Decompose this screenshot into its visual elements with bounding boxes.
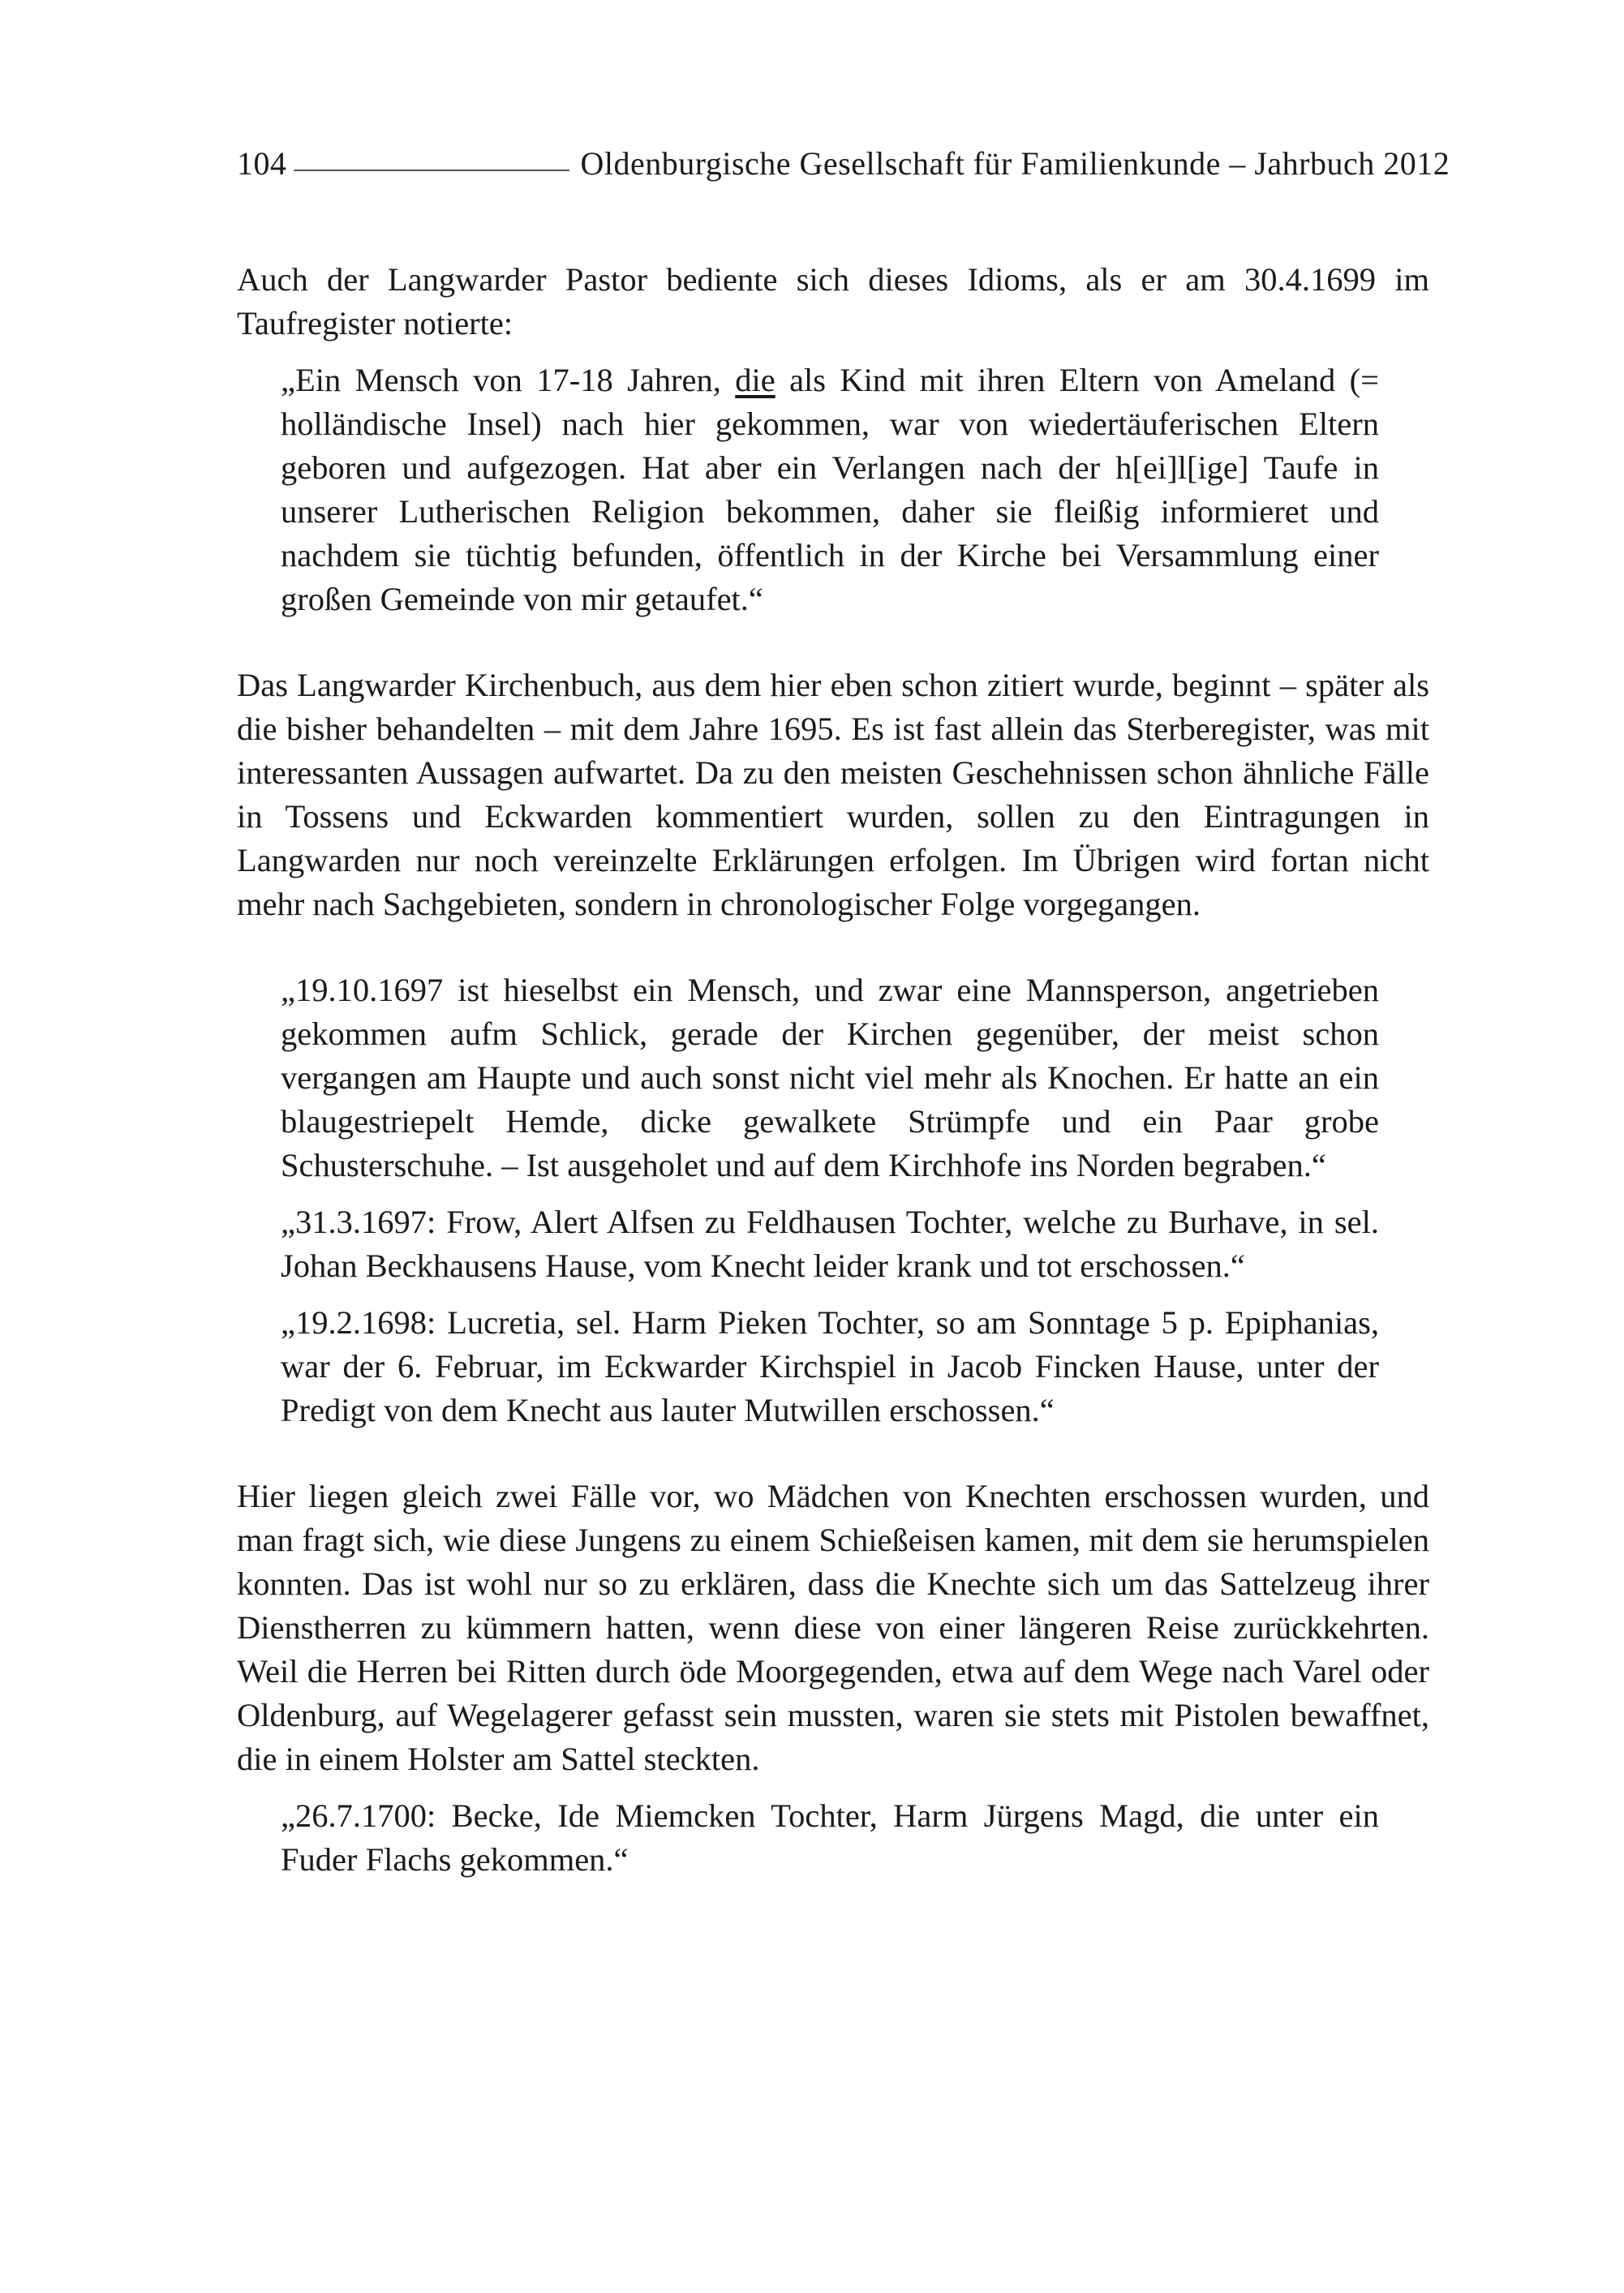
spacer — [237, 926, 1429, 968]
quote-1697-body-found: „19.10.1697 ist hieselbst ein Mensch, und zwar eine Mannsperson, angetrieben gekommen aufm Schlick, gerade der Kirchen gegenüber, der meist schon vergangen am Haupte und auch sonst nicht viel mehr als Knochen. Er hatte an ein blaugestriepelt Hemde, dicke gewalkete Strümpfe und ein Paar grobe Schusterschuhe. – Ist ausgeholet und auf dem Kirchhofe ins Norden begraben.“ — [281, 972, 1379, 1183]
quote-1700-accident: „26.7.1700: Becke, Ide Miemcken Tochter, Harm Jürgens Magd, die unter ein Fuder Flachs gekommen.“ — [281, 1797, 1379, 1878]
running-title: Oldenburgische Gesellschaft für Familienkunde – Jahrbuch 2012 — [580, 145, 1450, 182]
page-number: 104 — [237, 145, 287, 182]
quote-1698-shooting: „19.2.1698: Lucretia, sel. Harm Pieken Tochter, so am Sonntage 5 p. Epiphanias, war der 6. Februar, im Eckwarder Kirchspiel in Jacob Fincken Hause, unter der Predigt von dem Knecht aus lauter Mutwillen erschossen.“ — [281, 1304, 1379, 1428]
paragraph-church-book: Das Langwarder Kirchenbuch, aus dem hier eben schon zitiert wurde, beginnt – später als die bisher behandelten – mit dem Jahre 1695. Es ist fast allein das Sterberegister, was mit interessanten Aussagen aufwartet. Da zu den meisten Geschehnissen schon ähnliche Fälle in Tossens und Eckwarden kommentiert wurden, sollen zu den Eintragungen in Langwarden nur noch vereinzelte Erklärungen erfolgen. Im Übrigen wird fortan nicht mehr nach Sachgebieten, sondern in chronologischer Folge vorgegangen. — [237, 667, 1429, 922]
spacer — [237, 1432, 1429, 1475]
header-rule — [294, 170, 569, 171]
quote-baptism — [237, 359, 1429, 621]
quote-baptism-text-start: „Ein Mensch von 17-18 Jahren, — [281, 362, 736, 398]
page-body — [237, 258, 1429, 1882]
spacer — [237, 1187, 1429, 1200]
spacer — [237, 1288, 1429, 1301]
spacer — [237, 621, 1429, 663]
quote-1697-shooting: „31.3.1697: Frow, Alert Alfsen zu Feldhausen Tochter, welche zu Burhave, in sel. Johan Beckhausens Hause, vom Knecht leider krank und tot erschossen.“ — [281, 1204, 1379, 1284]
paragraph-intro: Auch der Langwarder Pastor bediente sich dieses Idioms, als er am 30.4.1699 im Taufregister notierte: — [237, 261, 1429, 341]
quote-baptism-underlined-word: die — [735, 362, 775, 398]
spacer — [237, 1781, 1429, 1794]
quote-baptism-text-rest: als Kind mit ihren Eltern von Ameland (= holländische Insel) nach hier gekommen, war von wiedertäuferischen Eltern geboren und aufgezogen. Hat aber ein Verlangen nach der h[ei]l[ige] Taufe in unserer Lutherischen Religion bekommen, daher sie fleißig informieret und nachdem sie tüchtig befunden, öffentlich in der Kirche bei Versammlung einer großen Gemeinde von mir getaufet.“ — [281, 362, 1379, 617]
spacer — [237, 346, 1429, 359]
page-header — [237, 144, 1450, 193]
paragraph-commentary: Hier liegen gleich zwei Fälle vor, wo Mädchen von Knechten erschossen wurden, und man fragt sich, wie diese Jungens zu einem Schießeisen kamen, mit dem sie herumspielen konnten. Das ist wohl nur so zu erklären, dass die Knechte sich um das Sattelzeug ihrer Dienstherren zu kümmern hatten, wenn diese von einer längeren Reise zurückkehrten. Weil die Herren bei Ritten durch öde Moorgegenden, etwa auf dem Wege nach Varel oder Oldenburg, auf Wegelagerer gefasst sein mussten, waren sie stets mit Pistolen bewaffnet, die in einem Holster am Sattel steckten. — [237, 1478, 1429, 1777]
